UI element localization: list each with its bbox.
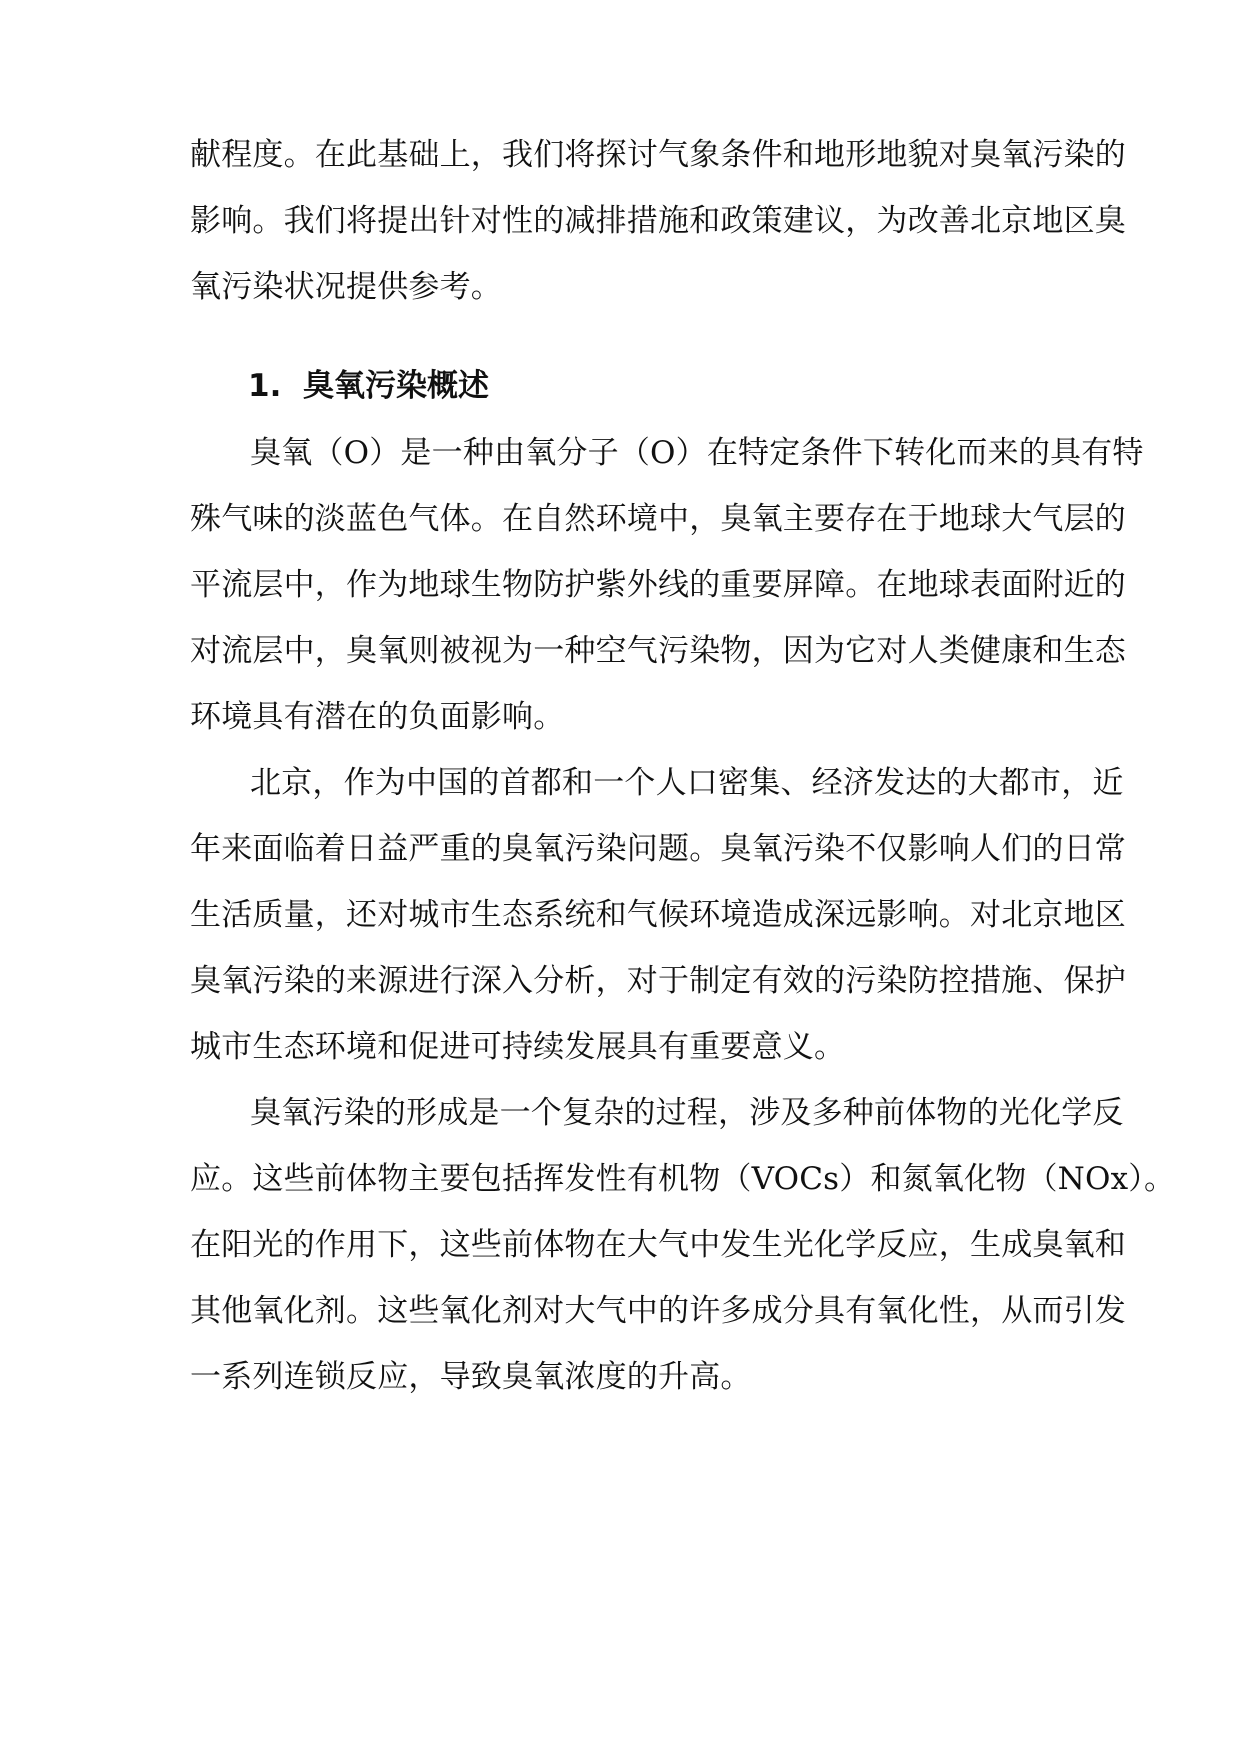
section-title: 臭氧污染概述 [302, 368, 489, 404]
text-line: 平流层中，作为地球生物防护紫外线的重要屏障。在地球表面附近的 [190, 567, 1126, 603]
text-line: 北京，作为中国的首都和一个人口密集、经济发达的大都市，近 [250, 765, 1124, 801]
text-line: 年来面临着日益严重的臭氧污染问题。臭氧污染不仅影响人们的日常 [190, 831, 1126, 867]
text-line: 臭氧（O）是一种由氧分子（O）在特定条件下转化而来的具有特 [250, 435, 1144, 471]
section-number: 1. [248, 368, 282, 404]
text-line: 献程度。在此基础上，我们将探讨气象条件和地形地貌对臭氧污染的 [190, 137, 1126, 173]
text-line: 氧污染状况提供参考。 [190, 269, 502, 305]
text-line: 其他氧化剂。这些氧化剂对大气中的许多成分具有氧化性，从而引发 [190, 1293, 1126, 1329]
text-line: 影响。我们将提出针对性的减排措施和政策建议，为改善北京地区臭 [190, 203, 1126, 239]
text-line: 臭氧污染的形成是一个复杂的过程，涉及多种前体物的光化学反 [250, 1095, 1124, 1131]
text-line: 应。这些前体物主要包括挥发性有机物（VOCs）和氮氧化物（NOx）。 [190, 1161, 1176, 1197]
text-line: 生活质量，还对城市生态系统和气候环境造成深远影响。对北京地区 [190, 897, 1126, 933]
text-line: 环境具有潜在的负面影响。 [190, 699, 565, 735]
section-heading [248, 366, 489, 406]
text-line: 殊气味的淡蓝色气体。在自然环境中，臭氧主要存在于地球大气层的 [190, 501, 1126, 537]
text-line: 在阳光的作用下，这些前体物在大气中发生光化学反应，生成臭氧和 [190, 1227, 1126, 1263]
text-line: 一系列连锁反应，导致臭氧浓度的升高。 [190, 1359, 752, 1395]
text-line: 对流层中，臭氧则被视为一种空气污染物，因为它对人类健康和生态 [190, 633, 1126, 669]
text-line: 城市生态环境和促进可持续发展具有重要意义。 [190, 1029, 846, 1065]
text-line: 臭氧污染的来源进行深入分析，对于制定有效的污染防控措施、保护 [190, 963, 1126, 999]
